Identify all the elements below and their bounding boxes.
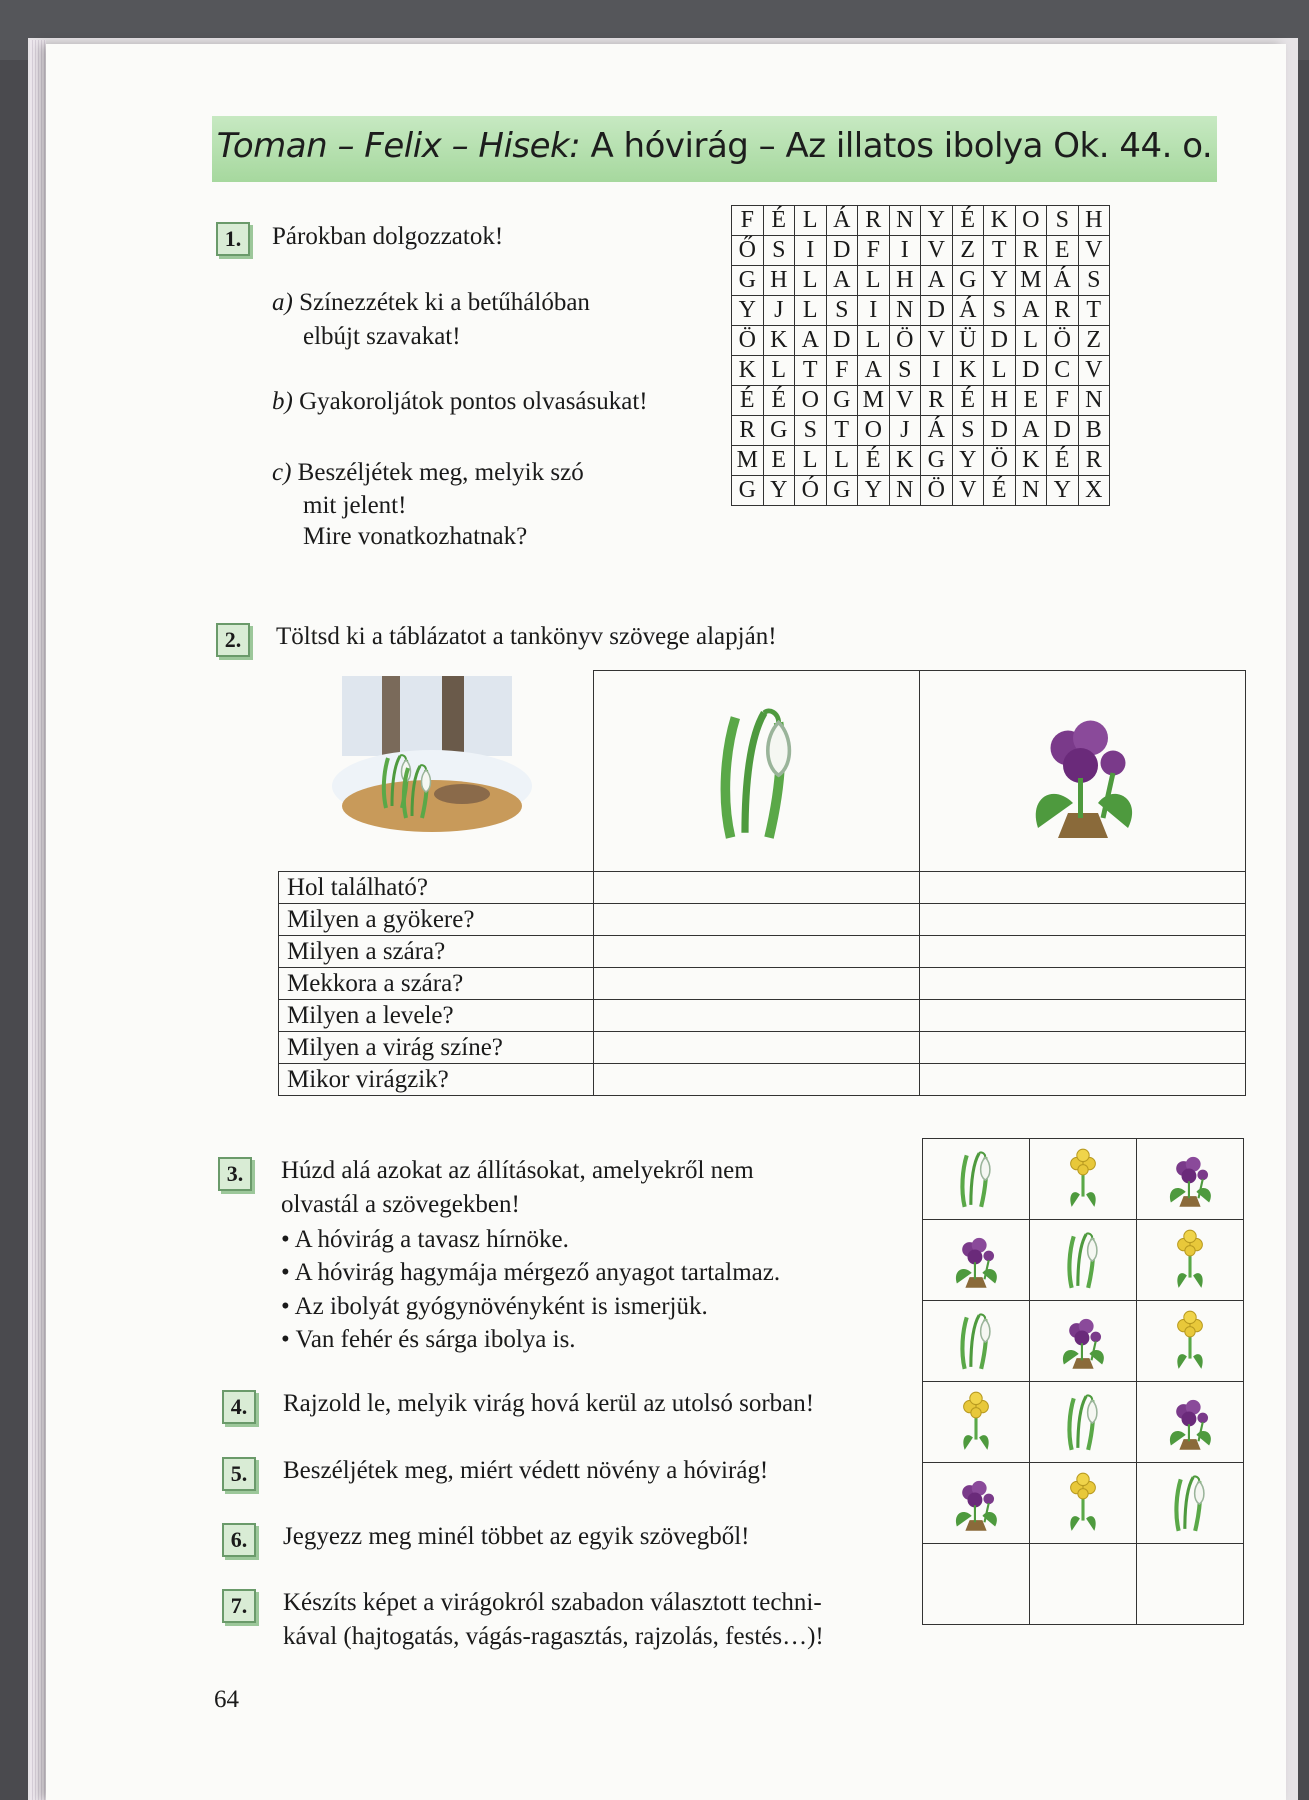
violet-answer-cell[interactable] [920,1064,1246,1096]
letter-cell[interactable]: É [1047,446,1079,476]
letter-cell[interactable]: L [763,356,795,386]
task1-c: c) Beszéljétek meg, melyik szó [272,459,584,486]
violet-icon [1162,1386,1218,1454]
letter-cell[interactable]: D [826,326,858,356]
letter-cell[interactable]: H [984,386,1016,416]
fill-in-table [278,670,1246,1096]
task1-a: a) Színezzétek ki a betűhálóban [272,289,590,316]
letter-cell[interactable]: E [763,446,795,476]
flower-grid-row [923,1220,1244,1301]
snowdrop-answer-cell[interactable] [594,1000,920,1032]
letter-cell[interactable]: V [921,236,953,266]
letter-cell[interactable]: Ö [1047,326,1079,356]
task1-a-cont: elbújt szavakat! [303,323,461,350]
fill-table-row [279,968,1246,1000]
empty-drawing-cell[interactable] [923,1544,1030,1625]
task-number-5: 5. [222,1457,256,1491]
task4-text: Rajzold le, melyik virág hová kerül az utolsó sorban! [283,1390,815,1417]
letter-cell[interactable]: V [952,476,984,506]
letter-cell[interactable]: Z [952,236,984,266]
flower-cell [1137,1463,1244,1544]
letter-grid [731,205,1110,506]
letter-cell[interactable]: V [1078,236,1110,266]
letter-cell[interactable]: R [1047,296,1079,326]
letter-cell[interactable]: Ö [889,326,921,356]
task-number-6: 6. [222,1523,256,1557]
letter-cell[interactable]: K [732,356,764,386]
letter-cell[interactable]: F [1047,386,1079,416]
flower-cell [1030,1139,1137,1220]
letter-cell[interactable]: A [826,266,858,296]
letter-cell[interactable]: Á [826,206,858,236]
flower-cell [923,1139,1030,1220]
letter-cell[interactable]: Ö [921,476,953,506]
snowdrop-icon [697,678,817,858]
empty-drawing-cell[interactable] [1030,1544,1137,1625]
letter-grid-row [732,356,1110,386]
letter-cell[interactable]: G [763,416,795,446]
letter-cell[interactable]: S [889,356,921,386]
snowdrop-picture-cell [594,671,920,872]
letter-cell[interactable]: R [732,416,764,446]
violet-answer-cell[interactable] [920,968,1246,1000]
question-cell: Milyen a szára? [279,936,594,968]
letter-cell[interactable]: D [984,326,1016,356]
task-number-4: 4. [222,1390,256,1424]
letter-cell[interactable]: Á [1047,266,1079,296]
letter-cell[interactable]: N [1078,386,1110,416]
letter-cell[interactable]: D [826,236,858,266]
task-number-2: 2. [216,623,250,657]
letter-cell[interactable]: G [952,266,984,296]
letter-cell[interactable]: D [1047,416,1079,446]
letter-cell[interactable]: C [1047,356,1079,386]
letter-cell[interactable]: S [826,296,858,326]
flower-cell [923,1301,1030,1382]
letter-cell[interactable]: T [826,416,858,446]
letter-cell[interactable]: N [889,296,921,326]
letter-cell[interactable]: D [984,416,1016,446]
letter-cell[interactable]: T [1078,296,1110,326]
letter-cell[interactable]: É [763,386,795,416]
letter-cell[interactable]: I [921,356,953,386]
snowdrop-answer-cell[interactable] [594,872,920,904]
snowdrop-answer-cell[interactable] [594,936,920,968]
letter-cell[interactable]: A [795,326,827,356]
task3-statement-4[interactable]: • Van fehér és sárga ibolya is. [281,1326,576,1353]
letter-cell[interactable]: K [984,206,1016,236]
primrose-icon [1055,1143,1111,1211]
letter-cell[interactable]: O [1015,206,1047,236]
fill-table-row [279,904,1246,936]
letter-cell[interactable]: X [1078,476,1110,506]
letter-grid-row [732,416,1110,446]
task-number-7: 7. [222,1589,256,1623]
snowdrop-icon [1162,1467,1218,1535]
letter-cell[interactable]: G [921,446,953,476]
letter-cell[interactable]: L [795,206,827,236]
letter-cell[interactable]: O [795,386,827,416]
violet-icon [1055,1305,1111,1373]
letter-cell[interactable]: Y [732,296,764,326]
task3-statement-3[interactable]: • Az ibolyát gyógynövényként is ismerjük. [281,1293,708,1320]
letter-cell[interactable]: K [1015,446,1047,476]
snowdrop-answer-cell[interactable] [594,904,920,936]
flower-cell [1030,1463,1137,1544]
letter-cell[interactable]: L [795,266,827,296]
fill-table-row [279,1064,1246,1096]
letter-grid-row [732,266,1110,296]
letter-cell[interactable]: É [952,386,984,416]
violet-icon [948,1224,1004,1292]
task1-b: b) Gyakoroljátok pontos olvasásukat! [272,388,648,415]
letter-grid-row [732,236,1110,266]
question-cell: Mikor virágzik? [279,1064,594,1096]
letter-cell[interactable]: H [1078,206,1110,236]
lesson-title: Toman – Felix – Hisek: A hóvirág – Az illatos ibolya Ok. 44. o. [216,126,1213,166]
task3-instruction-cont: olvastál a szövegekben! [281,1191,520,1218]
letter-cell[interactable]: A [921,266,953,296]
letter-cell[interactable]: S [1047,206,1079,236]
flower-cell [1137,1139,1244,1220]
letter-cell[interactable]: N [1015,476,1047,506]
task3-statement-2[interactable]: • A hóvirág hagymája mérgező anyagot tartalmaz. [281,1259,781,1286]
flower-grid-row [923,1544,1244,1625]
letter-cell[interactable]: A [858,356,890,386]
letter-cell[interactable]: D [921,296,953,326]
letter-cell[interactable]: Ü [952,326,984,356]
task-number-3: 3. [218,1157,252,1191]
flower-cell [1137,1382,1244,1463]
letter-cell[interactable]: R [1015,236,1047,266]
question-cell: Milyen a levele? [279,1000,594,1032]
page-number: 64 [214,1686,239,1713]
letter-grid-row [732,386,1110,416]
letter-cell[interactable]: K [763,326,795,356]
letter-cell[interactable]: T [984,236,1016,266]
letter-cell[interactable]: Z [1078,326,1110,356]
violet-answer-cell[interactable] [920,872,1246,904]
page-edges [30,40,46,1800]
primrose-icon [1055,1467,1111,1535]
letter-cell[interactable]: N [889,476,921,506]
flower-cell [1137,1301,1244,1382]
letter-cell[interactable]: R [858,206,890,236]
letter-cell[interactable]: E [1047,236,1079,266]
violet-icon [1162,1143,1218,1211]
task3-instruction: Húzd alá azokat az állításokat, amelyekről nem [281,1157,754,1184]
letter-cell[interactable]: Á [952,296,984,326]
task1-instruction: Párokban dolgozzatok! [272,223,504,250]
letter-cell[interactable]: H [763,266,795,296]
letter-cell[interactable]: Y [921,206,953,236]
letter-grid-row [732,326,1110,356]
letter-cell[interactable]: A [1015,296,1047,326]
letter-cell[interactable]: V [921,326,953,356]
letter-cell[interactable]: G [732,266,764,296]
violet-icon [1008,688,1158,848]
letter-cell[interactable]: É [952,206,984,236]
letter-cell[interactable]: O [858,416,890,446]
letter-cell[interactable]: É [732,386,764,416]
primrose-icon [1162,1305,1218,1373]
flower-cell [1030,1301,1137,1382]
task7-text-cont: kával (hajtogatás, vágás-ragasztás, rajzolás, festés…)! [283,1623,824,1650]
flower-cell [1030,1382,1137,1463]
flower-cell [923,1220,1030,1301]
flower-pattern-grid [922,1138,1244,1625]
question-cell: Milyen a gyökere? [279,904,594,936]
letter-cell[interactable]: I [858,296,890,326]
flower-cell [1030,1220,1137,1301]
letter-cell[interactable]: Ö [732,326,764,356]
letter-cell[interactable]: Á [921,416,953,446]
fill-table-row [279,936,1246,968]
letter-cell[interactable]: B [1078,416,1110,446]
letter-cell[interactable]: L [795,296,827,326]
letter-cell[interactable]: S [795,416,827,446]
flower-cell [923,1463,1030,1544]
task3-statement-1[interactable]: • A hóvirág a tavasz hírnöke. [281,1226,569,1253]
letter-cell[interactable]: S [952,416,984,446]
letter-cell[interactable]: L [858,326,890,356]
violet-picture-cell [920,671,1246,872]
letter-cell[interactable]: V [1078,356,1110,386]
snowdrop-icon [1055,1386,1111,1454]
question-cell: Mekkora a szára? [279,968,594,1000]
letter-cell[interactable]: T [795,356,827,386]
letter-grid-row [732,296,1110,326]
letter-cell[interactable]: L [1015,326,1047,356]
letter-cell[interactable]: M [858,386,890,416]
flower-grid-row [923,1301,1244,1382]
snowdrop-icon [948,1143,1004,1211]
letter-cell[interactable]: L [826,446,858,476]
letter-cell[interactable]: R [1078,446,1110,476]
question-cell: Hol található? [279,872,594,904]
letter-cell[interactable]: V [889,386,921,416]
letter-cell[interactable]: I [795,236,827,266]
letter-cell[interactable]: J [889,416,921,446]
letter-cell[interactable]: É [763,206,795,236]
letter-cell[interactable]: L [858,266,890,296]
empty-drawing-cell[interactable] [1137,1544,1244,1625]
letter-grid-row [732,476,1110,506]
letter-cell[interactable]: S [1078,266,1110,296]
letter-cell[interactable]: J [763,296,795,326]
violet-answer-cell[interactable] [920,1032,1246,1064]
violet-answer-cell[interactable] [920,936,1246,968]
letter-cell[interactable]: Ö [984,446,1016,476]
letter-cell[interactable]: A [1015,416,1047,446]
letter-cell[interactable]: M [1015,266,1047,296]
violet-answer-cell[interactable] [920,904,1246,936]
fill-table-row [279,1032,1246,1064]
letter-cell[interactable]: É [858,446,890,476]
letter-cell[interactable]: G [826,476,858,506]
letter-cell[interactable]: E [1015,386,1047,416]
task6-text: Jegyezz meg minél többet az egyik szövegből! [283,1523,750,1550]
violet-answer-cell[interactable] [920,1000,1246,1032]
flower-grid-row [923,1382,1244,1463]
task2-instruction: Töltsd ki a táblázatot a tankönyv szövege alapján! [276,623,777,650]
snowdrop-answer-cell[interactable] [594,1032,920,1064]
letter-cell[interactable]: Y [858,476,890,506]
task1-c-cont2: Mire vonatkozhatnak? [303,523,528,550]
letter-cell[interactable]: S [984,296,1016,326]
letter-cell[interactable]: H [889,266,921,296]
letter-cell[interactable]: D [1015,356,1047,386]
task7-text: Készíts képet a virágokról szabadon választott techni- [283,1589,822,1616]
fill-table-row [279,1000,1246,1032]
flower-grid-row [923,1463,1244,1544]
letter-cell[interactable]: N [889,206,921,236]
letter-cell[interactable]: K [952,356,984,386]
letter-cell[interactable]: R [921,386,953,416]
letter-cell[interactable]: Y [1047,476,1079,506]
snowdrop-answer-cell[interactable] [594,1064,920,1096]
primrose-icon [948,1386,1004,1454]
letter-cell[interactable]: K [889,446,921,476]
letter-cell[interactable]: L [795,446,827,476]
flower-grid-row [923,1139,1244,1220]
letter-cell[interactable]: L [984,356,1016,386]
letter-cell[interactable]: M [732,446,764,476]
letter-cell[interactable]: F [826,356,858,386]
task5-text: Beszéljétek meg, miért védett növény a hóvirág! [283,1457,769,1484]
task1-c-cont: mit jelent! [303,492,407,519]
letter-grid-row [732,206,1110,236]
letter-cell[interactable]: Ő [732,236,764,266]
letter-cell[interactable]: G [826,386,858,416]
primrose-icon [1162,1224,1218,1292]
letter-cell[interactable]: É [984,476,1016,506]
letter-cell[interactable]: F [732,206,764,236]
flower-cell [1137,1220,1244,1301]
fill-table-row [279,872,1246,904]
snowdrop-answer-cell[interactable] [594,968,920,1000]
letter-cell[interactable]: Ó [795,476,827,506]
letter-cell[interactable]: G [732,476,764,506]
snowdrop-icon [948,1305,1004,1373]
letter-cell[interactable]: S [763,236,795,266]
violet-icon [948,1467,1004,1535]
letter-cell[interactable]: Y [984,266,1016,296]
letter-cell[interactable]: F [858,236,890,266]
letter-cell[interactable]: Y [763,476,795,506]
letter-cell[interactable]: Y [952,446,984,476]
lesson-title-banner [212,116,1217,182]
question-cell: Milyen a virág színe? [279,1032,594,1064]
snowdrop-icon [1055,1224,1111,1292]
flower-cell [923,1382,1030,1463]
task-number-1: 1. [216,222,250,256]
letter-grid-row [732,446,1110,476]
letter-cell[interactable]: I [889,236,921,266]
